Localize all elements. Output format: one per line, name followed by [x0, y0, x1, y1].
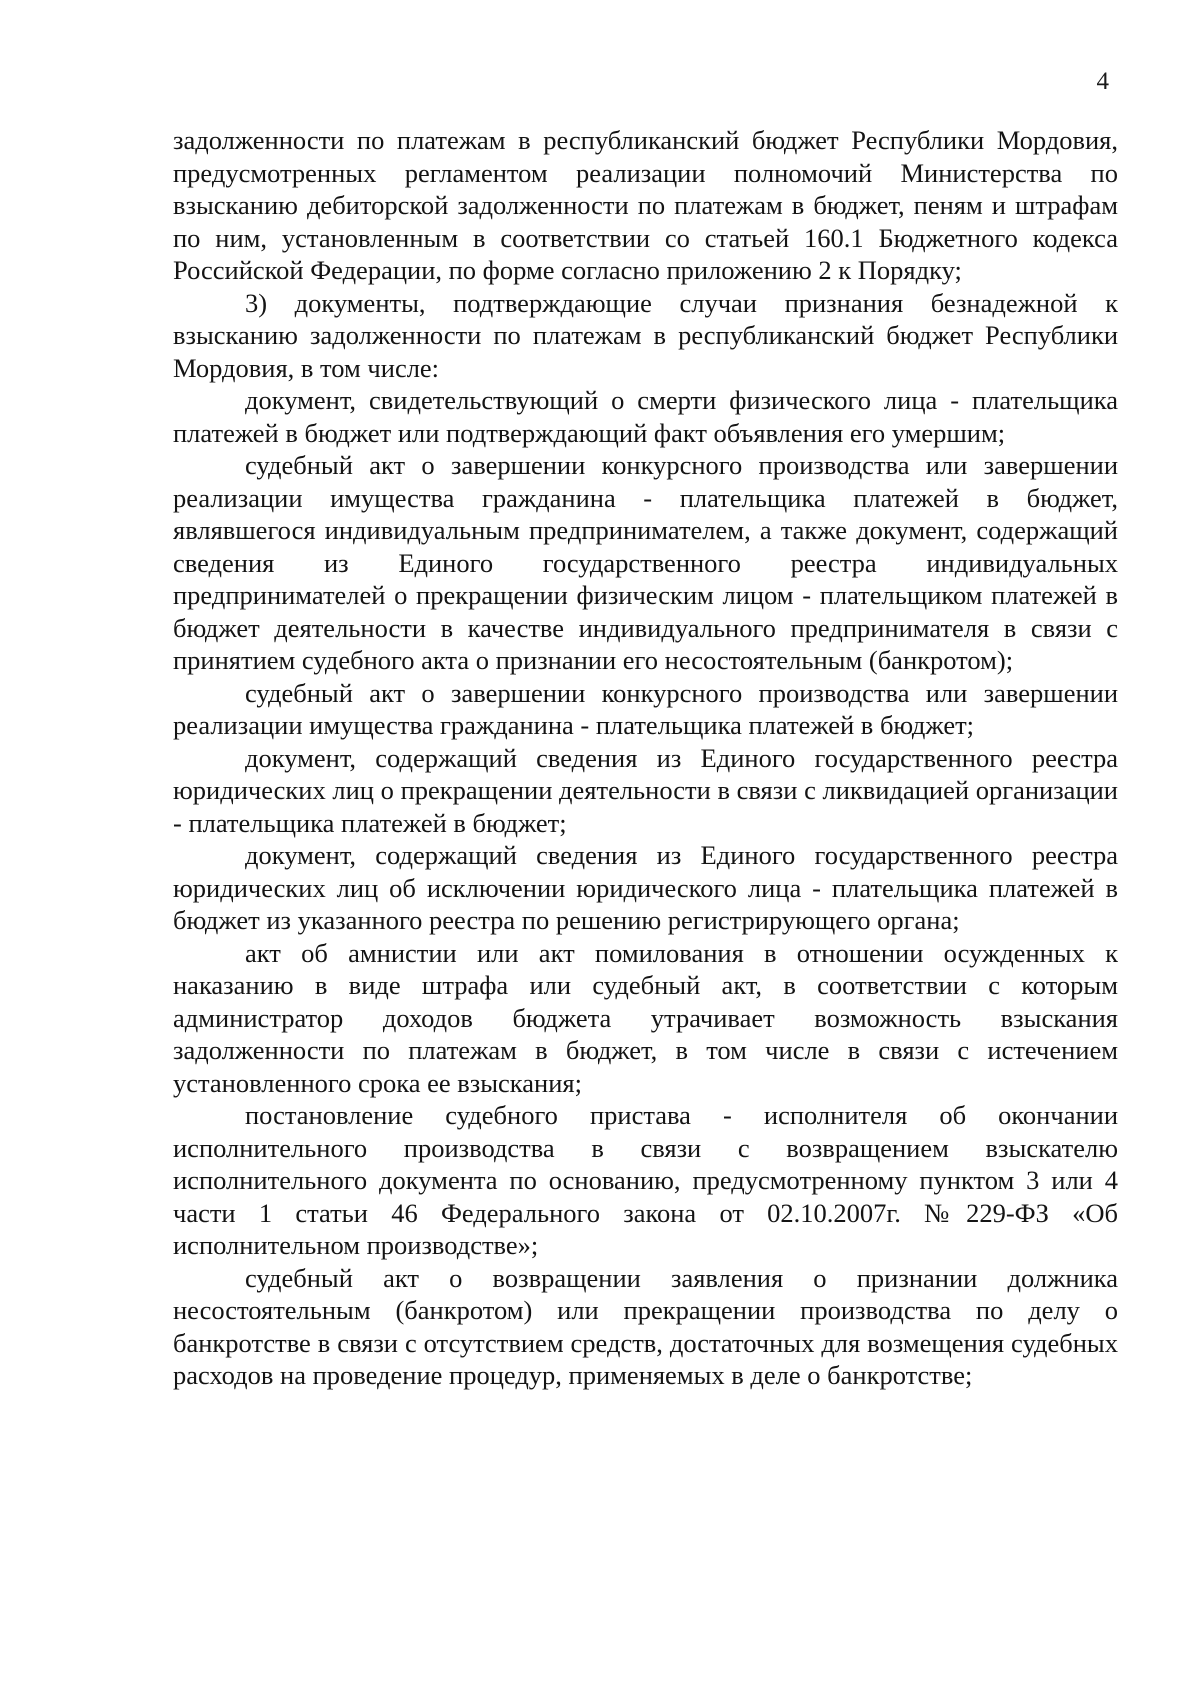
paragraph-amnesty: акт об амнистии или акт помилования в отношении осужденных к наказанию в виде штрафа или судебный акт, в соответствии с которым администратор доходов бюджета утрачивает возможность взыскания задолженности по платежам в бюджет, в том числе в связи с истечением установленного срока ее взыскания; — [173, 937, 1118, 1098]
paragraph-bankruptcy-return: судебный акт о возвращении заявления о признании должника несостоятельным (банкротом) или прекращении производства по делу о банкротстве в связи с отсутствием средств, достаточных для возмещения судебных расходов на проведение процедур, применяемых в деле о банкротстве; — [173, 1262, 1118, 1390]
paragraph-liquidation: документ, содержащий сведения из Единого государственного реестра юридических лиц о прекращении деятельности в связи с ликвидацией организации - плательщика платежей в бюджет; — [173, 742, 1118, 838]
paragraph-continuation: задолженности по платежам в республиканский бюджет Республики Мордовия, предусмотренных регламентом реализации полномочий Министерства по взысканию дебиторской задолженности по платежам в бюджет, пеням и штрафам по ним, установленным в соответствии со статьей 160.1 Бюджетного кодекса Российской Федерации, по форме согласно приложению 2 к Порядку; — [173, 125, 1118, 285]
document-body — [173, 124, 1118, 1392]
paragraph-item-3-documents: 3) документы, подтверждающие случаи признания безнадежной к взысканию задолженности по платежам в республиканский бюджет Республики Мордовия, в том числе: — [173, 287, 1118, 383]
paragraph-death-document: документ, свидетельствующий о смерти физического лица - плательщика платежей в бюджет или подтверждающий факт объявления его умершим; — [173, 385, 1118, 448]
paragraph-bailiff-resolution: постановление судебного пристава - исполнителя об окончании исполнительного производства в связи с возвращением взыскателю исполнительного документа по основанию, предусмотренному пунктом 3 или 4 части 1 статьи 46 Федерального закона от 02.10.2007г. №229-ФЗ «Об исполнительном производстве»; — [173, 1100, 1118, 1260]
paragraph-exclusion-from-registry: документ, содержащий сведения из Единого государственного реестра юридических лиц об исключении юридического лица - плательщика платежей в бюджет из указанного реестра по решению регистрирующего органа; — [173, 840, 1118, 935]
page-number: 4 — [1096, 68, 1109, 95]
paragraph-bankruptcy-citizen: судебный акт о завершении конкурсного производства или завершении реализации имущества гражданина - плательщика платежей в бюджет; — [173, 677, 1118, 740]
paragraph-bankruptcy-entrepreneur: судебный акт о завершении конкурсного производства или завершении реализации имущества гражданина - плательщика платежей в бюджет, являвшегося индивидуальным предпринимателем, а также документ, содержащий сведения из Единого государственного реестра индивидуальных предпринимателей о прекращении физическим лицом - плательщиком платежей в бюджет деятельности в качестве индивидуального предпринимателя в связи с принятием судебного акта о признании его несостоятельным (банкротом); — [173, 450, 1118, 675]
